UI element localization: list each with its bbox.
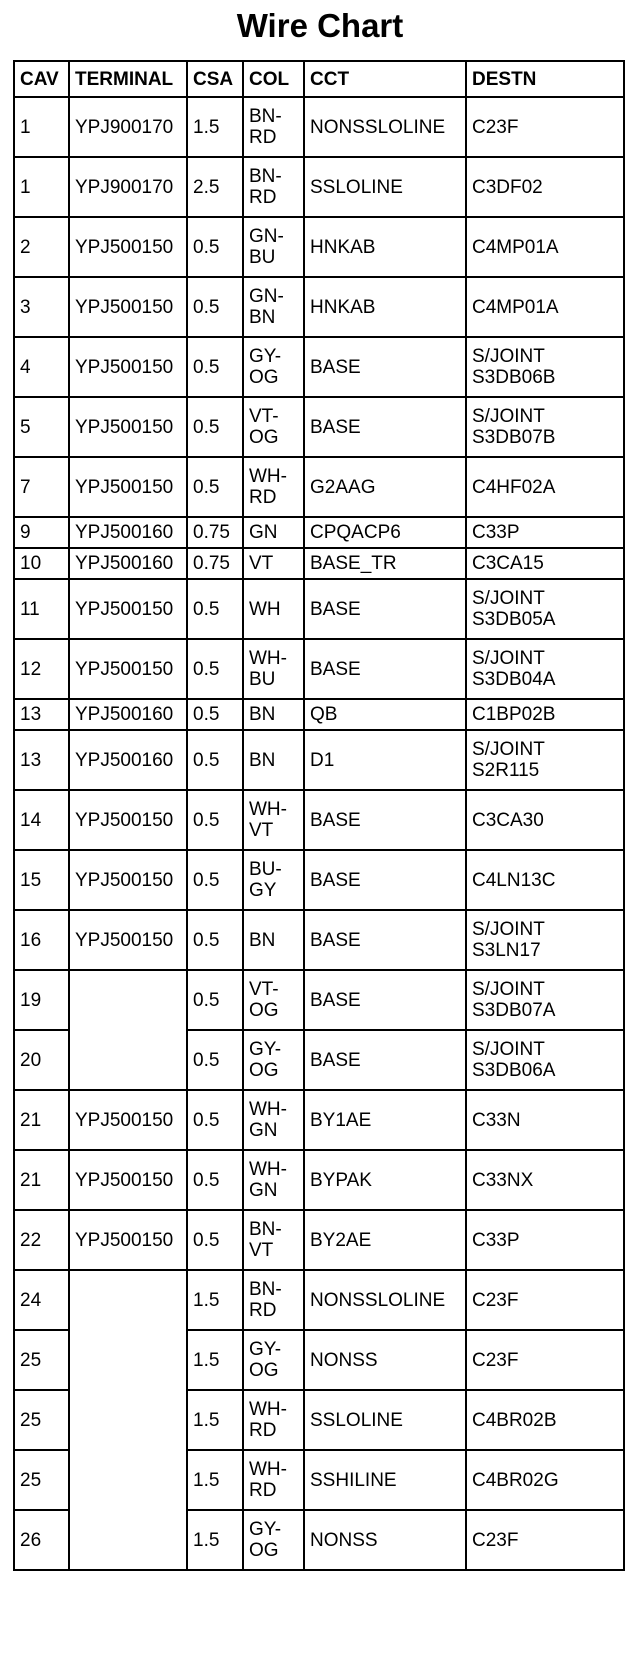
csa-cell: 0.5	[187, 1210, 243, 1270]
table-row	[14, 699, 624, 730]
col-cell-line: BN-	[249, 1219, 282, 1240]
cav-cell: 22	[14, 1210, 69, 1270]
cct-cell: BASE	[304, 790, 466, 850]
destn-cell	[466, 548, 624, 579]
csa-cell: 0.5	[187, 217, 243, 277]
col-cell-line: WH-	[249, 1099, 287, 1120]
col-cell	[243, 457, 304, 517]
destn-cell-line: C23F	[472, 1349, 519, 1371]
col-cell	[243, 277, 304, 337]
csa-cell: 1.5	[187, 1390, 243, 1450]
destn-cell-line: S/JOINT	[472, 406, 545, 427]
terminal-cell: YPJ500150	[69, 579, 187, 639]
terminal-cell: YPJ500150	[69, 1090, 187, 1150]
cct-cell: HNKAB	[304, 217, 466, 277]
destn-cell-line: S/JOINT	[472, 979, 545, 1000]
col-cell-line: RD	[249, 127, 277, 148]
cav-cell: 10	[14, 548, 69, 579]
terminal-cell: YPJ500150	[69, 850, 187, 910]
terminal-cell: YPJ900170	[69, 157, 187, 217]
col-cell	[243, 1270, 304, 1330]
col-cell-line: RD	[249, 487, 277, 508]
destn-cell-line: C33P	[472, 1229, 520, 1251]
col-cell	[243, 790, 304, 850]
cct-cell: BASE	[304, 337, 466, 397]
col-cell	[243, 1210, 304, 1270]
terminal-cell: YPJ500150	[69, 1210, 187, 1270]
terminal-cell: YPJ500150	[69, 217, 187, 277]
wire-chart-table	[13, 60, 625, 1571]
destn-cell-line: C4LN13C	[472, 869, 556, 891]
csa-cell: 0.75	[187, 548, 243, 579]
destn-cell	[466, 730, 624, 790]
col-cell-line: WH-	[249, 799, 287, 820]
terminal-cell: YPJ900170	[69, 97, 187, 157]
header-cct: CCT	[304, 61, 466, 97]
col-cell	[243, 517, 304, 548]
cav-cell: 5	[14, 397, 69, 457]
col-cell-line: GN-	[249, 286, 284, 307]
table-row	[14, 1090, 624, 1150]
terminal-cell: YPJ500150	[69, 790, 187, 850]
col-cell-line: BN-	[249, 106, 282, 127]
table-body	[14, 97, 624, 1570]
destn-cell-line: S3DB06A	[472, 1060, 556, 1081]
col-cell	[243, 850, 304, 910]
cct-cell: G2AAG	[304, 457, 466, 517]
destn-cell-line: S3DB06B	[472, 367, 556, 388]
col-cell-line: OG	[249, 1360, 279, 1381]
destn-cell-line: C4BR02B	[472, 1409, 557, 1431]
csa-cell: 0.5	[187, 639, 243, 699]
csa-cell: 0.5	[187, 970, 243, 1030]
cav-cell: 25	[14, 1390, 69, 1450]
col-cell	[243, 1030, 304, 1090]
destn-cell	[466, 277, 624, 337]
destn-cell-line: S/JOINT	[472, 588, 545, 609]
col-cell-line: BN	[249, 704, 276, 725]
table-row	[14, 97, 624, 157]
col-cell-line: GN	[249, 522, 278, 543]
cct-cell: D1	[304, 730, 466, 790]
csa-cell: 1.5	[187, 97, 243, 157]
destn-cell	[466, 1150, 624, 1210]
cct-cell: NONSSLOLINE	[304, 97, 466, 157]
destn-cell-line: S3DB05A	[472, 609, 556, 630]
destn-cell-line: C33N	[472, 1109, 521, 1131]
col-cell-line: GN-	[249, 226, 284, 247]
destn-cell-line: C33P	[472, 522, 520, 543]
cav-cell: 15	[14, 850, 69, 910]
col-cell	[243, 730, 304, 790]
cct-cell: BASE	[304, 639, 466, 699]
terminal-cell: YPJ500150	[69, 1150, 187, 1210]
col-cell-line: RD	[249, 187, 277, 208]
cav-cell: 21	[14, 1150, 69, 1210]
page-title: Wire Chart	[236, 7, 404, 44]
csa-cell: 0.5	[187, 910, 243, 970]
col-cell-line: GN	[249, 1180, 278, 1201]
cct-cell: BY1AE	[304, 1090, 466, 1150]
col-cell-line: BU-	[249, 859, 282, 880]
col-cell-line: WH-	[249, 1399, 287, 1420]
destn-cell-line: C4MP01A	[472, 296, 559, 318]
destn-cell	[466, 97, 624, 157]
cct-cell: BASE	[304, 910, 466, 970]
col-cell	[243, 157, 304, 217]
table-row	[14, 337, 624, 397]
terminal-cell	[69, 970, 187, 1090]
destn-cell-line: S2R115	[472, 760, 540, 781]
terminal-cell: YPJ500150	[69, 457, 187, 517]
destn-cell-line: C33NX	[472, 1169, 534, 1191]
terminal-cell	[69, 1270, 187, 1570]
terminal-cell: YPJ500150	[69, 277, 187, 337]
col-cell-line: OG	[249, 1060, 279, 1081]
cct-cell: BASE	[304, 579, 466, 639]
col-cell	[243, 397, 304, 457]
col-cell-line: GY-	[249, 346, 282, 367]
cct-cell: BY2AE	[304, 1210, 466, 1270]
col-cell	[243, 579, 304, 639]
destn-cell	[466, 517, 624, 548]
col-cell-line: VT	[249, 820, 274, 841]
destn-cell	[466, 1210, 624, 1270]
destn-cell	[466, 1030, 624, 1090]
csa-cell: 0.5	[187, 1090, 243, 1150]
col-cell-line: OG	[249, 367, 279, 388]
destn-cell-line: S3DB04A	[472, 669, 556, 690]
header-col: COL	[243, 61, 304, 97]
csa-cell: 0.5	[187, 397, 243, 457]
cav-cell: 3	[14, 277, 69, 337]
cct-cell: BASE_TR	[304, 548, 466, 579]
terminal-cell: YPJ500150	[69, 397, 187, 457]
csa-cell: 0.5	[187, 730, 243, 790]
col-cell-line: GY	[249, 880, 277, 901]
header-destn: DESTN	[466, 61, 624, 97]
table-row	[14, 579, 624, 639]
table-row	[14, 790, 624, 850]
col-cell-line: GY-	[249, 1039, 282, 1060]
destn-cell-line: C3DF02	[472, 176, 543, 198]
col-cell-line: BU	[249, 669, 276, 690]
col-cell-line: RD	[249, 1480, 277, 1501]
csa-cell: 0.5	[187, 277, 243, 337]
col-cell	[243, 1150, 304, 1210]
terminal-cell: YPJ500160	[69, 699, 187, 730]
cct-cell: NONSS	[304, 1510, 466, 1570]
destn-cell-line: C1BP02B	[472, 704, 556, 725]
cav-cell: 1	[14, 97, 69, 157]
cav-cell: 14	[14, 790, 69, 850]
destn-cell-line: C23F	[472, 1529, 519, 1551]
col-cell	[243, 699, 304, 730]
cct-cell: SSLOLINE	[304, 1390, 466, 1450]
destn-cell-line: C3CA15	[472, 553, 544, 574]
col-cell-line: WH-	[249, 648, 287, 669]
csa-cell: 0.5	[187, 579, 243, 639]
table-row	[14, 397, 624, 457]
terminal-cell: YPJ500160	[69, 548, 187, 579]
col-cell-line: VT-	[249, 406, 279, 427]
destn-cell	[466, 397, 624, 457]
table-row	[14, 1270, 624, 1330]
destn-cell-line: C4MP01A	[472, 236, 559, 258]
header-csa: CSA	[187, 61, 243, 97]
table-row	[14, 277, 624, 337]
cct-cell: CPQACP6	[304, 517, 466, 548]
col-cell-line: RD	[249, 1300, 277, 1321]
header-row	[14, 61, 624, 97]
cav-cell: 4	[14, 337, 69, 397]
cct-cell: BASE	[304, 1030, 466, 1090]
cav-cell: 16	[14, 910, 69, 970]
csa-cell: 0.5	[187, 699, 243, 730]
table-row	[14, 850, 624, 910]
cav-cell: 26	[14, 1510, 69, 1570]
col-cell	[243, 337, 304, 397]
table-row	[14, 548, 624, 579]
col-cell-line: BN-	[249, 166, 282, 187]
destn-cell	[466, 217, 624, 277]
col-cell-line: WH	[249, 598, 281, 620]
col-cell-line: BU	[249, 247, 276, 268]
table-row	[14, 1150, 624, 1210]
destn-cell	[466, 337, 624, 397]
cct-cell: BASE	[304, 850, 466, 910]
csa-cell: 0.5	[187, 1150, 243, 1210]
table-row	[14, 217, 624, 277]
table-row	[14, 1210, 624, 1270]
cav-cell: 7	[14, 457, 69, 517]
cct-cell: BASE	[304, 970, 466, 1030]
terminal-cell: YPJ500150	[69, 910, 187, 970]
csa-cell: 0.5	[187, 457, 243, 517]
destn-cell-line: C4BR02G	[472, 1469, 559, 1491]
table-row	[14, 517, 624, 548]
table-row	[14, 970, 624, 1030]
csa-cell: 0.5	[187, 850, 243, 910]
destn-cell	[466, 639, 624, 699]
col-cell	[243, 1090, 304, 1150]
destn-cell-line: S/JOINT	[472, 919, 545, 940]
csa-cell: 1.5	[187, 1510, 243, 1570]
col-cell-line: BN-	[249, 1279, 282, 1300]
csa-cell: 1.5	[187, 1330, 243, 1390]
col-cell	[243, 970, 304, 1030]
terminal-cell: YPJ500160	[69, 730, 187, 790]
col-cell-line: BN	[249, 929, 276, 951]
destn-cell-line: C3CA30	[472, 809, 544, 831]
destn-cell-line: S3LN17	[472, 940, 541, 961]
col-cell	[243, 639, 304, 699]
terminal-cell: YPJ500160	[69, 517, 187, 548]
col-cell	[243, 217, 304, 277]
destn-cell	[466, 910, 624, 970]
col-cell	[243, 910, 304, 970]
col-cell-line: GY-	[249, 1339, 282, 1360]
csa-cell: 0.5	[187, 1030, 243, 1090]
cav-cell: 2	[14, 217, 69, 277]
cct-cell: NONSSLOLINE	[304, 1270, 466, 1330]
destn-cell-line: S3DB07A	[472, 1000, 556, 1021]
destn-cell-line: S/JOINT	[472, 346, 545, 367]
cav-cell: 11	[14, 579, 69, 639]
cav-cell: 9	[14, 517, 69, 548]
destn-cell	[466, 1510, 624, 1570]
cav-cell: 12	[14, 639, 69, 699]
destn-cell-line: C4HF02A	[472, 476, 556, 498]
col-cell	[243, 1330, 304, 1390]
destn-cell	[466, 850, 624, 910]
col-cell-line: OG	[249, 427, 279, 448]
col-cell	[243, 1510, 304, 1570]
table-row	[14, 639, 624, 699]
destn-cell-line: C23F	[472, 116, 519, 138]
cct-cell: SSLOLINE	[304, 157, 466, 217]
cav-cell: 13	[14, 699, 69, 730]
col-cell-line: WH-	[249, 466, 287, 487]
cct-cell: SSHILINE	[304, 1450, 466, 1510]
destn-cell	[466, 1270, 624, 1330]
cav-cell: 13	[14, 730, 69, 790]
cav-cell: 24	[14, 1270, 69, 1330]
cct-cell: NONSS	[304, 1330, 466, 1390]
col-cell-line: OG	[249, 1000, 279, 1021]
col-cell	[243, 97, 304, 157]
destn-cell	[466, 157, 624, 217]
col-cell	[243, 1450, 304, 1510]
destn-cell	[466, 1390, 624, 1450]
col-cell-line: GN	[249, 1120, 278, 1141]
col-cell-line: VT	[249, 553, 274, 574]
destn-cell	[466, 790, 624, 850]
csa-cell: 2.5	[187, 157, 243, 217]
col-cell-line: BN	[249, 307, 276, 328]
col-cell-line: WH-	[249, 1459, 287, 1480]
col-cell-line: GY-	[249, 1519, 282, 1540]
destn-cell-line: S/JOINT	[472, 739, 545, 760]
cct-cell: QB	[304, 699, 466, 730]
header-terminal: TERMINAL	[69, 61, 187, 97]
destn-cell-line: S/JOINT	[472, 1039, 545, 1060]
csa-cell: 1.5	[187, 1450, 243, 1510]
destn-cell	[466, 699, 624, 730]
destn-cell-line: C23F	[472, 1289, 519, 1311]
terminal-cell: YPJ500150	[69, 639, 187, 699]
cav-cell: 21	[14, 1090, 69, 1150]
destn-cell-line: S/JOINT	[472, 648, 545, 669]
cct-cell: BYPAK	[304, 1150, 466, 1210]
col-cell-line: OG	[249, 1540, 279, 1561]
csa-cell: 0.75	[187, 517, 243, 548]
destn-cell	[466, 457, 624, 517]
table-row	[14, 730, 624, 790]
terminal-cell: YPJ500150	[69, 337, 187, 397]
destn-cell	[466, 579, 624, 639]
csa-cell: 0.5	[187, 790, 243, 850]
destn-cell-line: S3DB07B	[472, 427, 556, 448]
header-cav: CAV	[14, 61, 69, 97]
cav-cell: 1	[14, 157, 69, 217]
destn-cell	[466, 1330, 624, 1390]
destn-cell	[466, 1090, 624, 1150]
destn-cell	[466, 970, 624, 1030]
col-cell-line: RD	[249, 1420, 277, 1441]
col-cell	[243, 548, 304, 579]
col-cell-line: BN	[249, 749, 276, 771]
table-row	[14, 157, 624, 217]
cct-cell: BASE	[304, 397, 466, 457]
cav-cell: 25	[14, 1330, 69, 1390]
cav-cell: 19	[14, 970, 69, 1030]
col-cell-line: VT	[249, 1240, 274, 1261]
col-cell-line: WH-	[249, 1159, 287, 1180]
table-row	[14, 457, 624, 517]
table-row	[14, 910, 624, 970]
cav-cell: 25	[14, 1450, 69, 1510]
destn-cell	[466, 1450, 624, 1510]
cav-cell: 20	[14, 1030, 69, 1090]
cct-cell: HNKAB	[304, 277, 466, 337]
col-cell-line: VT-	[249, 979, 279, 1000]
col-cell	[243, 1390, 304, 1450]
csa-cell: 1.5	[187, 1270, 243, 1330]
csa-cell: 0.5	[187, 337, 243, 397]
